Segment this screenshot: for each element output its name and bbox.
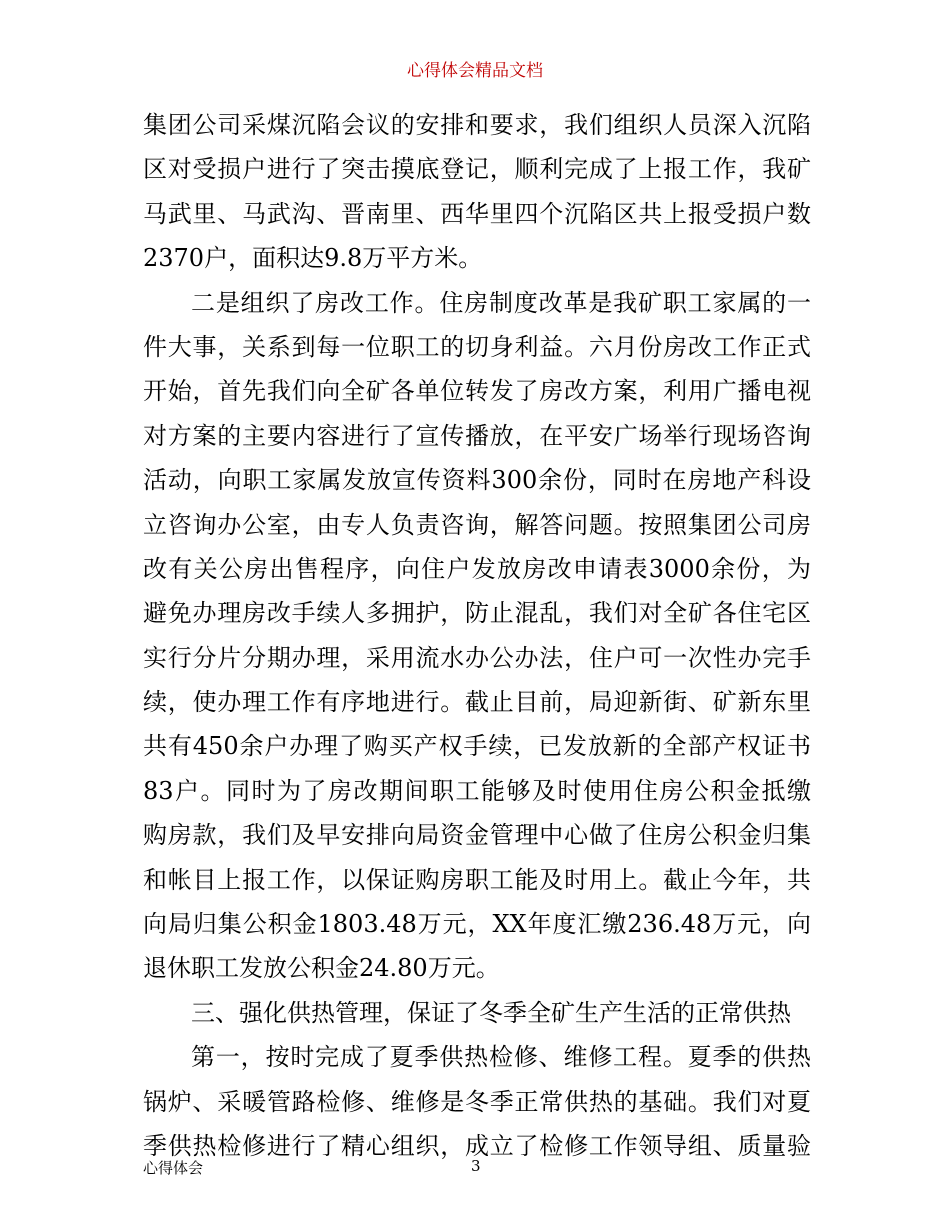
text-line: 和帐目上报工作，以保证购房职工能及时用上。截止今年，共 — [143, 865, 811, 894]
text-line: 第一，按时完成了夏季供热检修、维修工程。夏季的供热 — [191, 1043, 811, 1072]
text-line: 2370户，面积达9.8万平方米。 — [143, 244, 483, 273]
text-line: 避免办理房改手续人多拥护，防止混乱，我们对全矿各住宅区 — [143, 599, 811, 628]
text-line: 件大事，关系到每一位职工的切身利益。六月份房改工作正式 — [143, 332, 811, 361]
text-line: 改有关公房出售程序，向住户发放房改申请表3000余份，为 — [143, 554, 811, 583]
text-line: 立咨询办公室，由专人负责咨询，解答问题。按照集团公司房 — [143, 510, 811, 539]
text-line: 二是组织了房改工作。住房制度改革是我矿职工家属的一 — [191, 288, 811, 317]
text-line: 续，使办理工作有序地进行。截止目前，局迎新街、矿新东里 — [143, 688, 811, 717]
document-body — [143, 103, 811, 1168]
text-line: 对方案的主要内容进行了宣传播放，在平安广场举行现场咨询 — [143, 421, 811, 450]
text-line: 三、强化供热管理，保证了冬季全矿生产生活的正常供热 — [191, 998, 791, 1027]
text-line: 83户。同时为了房改期间职工能够及时使用住房公积金抵缴 — [143, 776, 811, 805]
text-line: 锅炉、采暖管路检修、维修是冬季正常供热的基础。我们对夏 — [143, 1087, 811, 1116]
text-line: 开始，首先我们向全矿各单位转发了房改方案，利用广播电视 — [143, 377, 811, 406]
text-line: 实行分片分期办理，采用流水办公办法，住户可一次性办完手 — [143, 643, 811, 672]
text-line: 季供热检修进行了精心组织，成立了检修工作领导组、质量验 — [143, 1131, 811, 1160]
text-line: 集团公司采煤沉陷会议的安排和要求，我们组织人员深入沉陷 — [143, 111, 811, 139]
text-line: 区对受损户进行了突击摸底登记，顺利完成了上报工作，我矿 — [143, 155, 811, 184]
text-line: 马武里、马武沟、晋南里、西华里四个沉陷区共上报受损户数 — [143, 199, 811, 228]
text-line: 购房款，我们及早安排向局资金管理中心做了住房公积金归集 — [143, 821, 811, 850]
text-line: 活动，向职工家属发放宣传资料300余份，同时在房地产科设 — [143, 466, 811, 495]
text-line: 共有450余户办理了购买产权手续，已发放新的全部产权证书 — [143, 732, 811, 761]
text-line: 退休职工发放公积金24.80万元。 — [143, 954, 500, 983]
text-line: 向局归集公积金1803.48万元，XX年度汇缴236.48万元，向 — [143, 910, 811, 939]
page-number: 3 — [471, 1157, 481, 1175]
page-header-title: 心得体会精品文档 — [407, 61, 543, 81]
footer-label: 心得体会 — [143, 1159, 204, 1177]
